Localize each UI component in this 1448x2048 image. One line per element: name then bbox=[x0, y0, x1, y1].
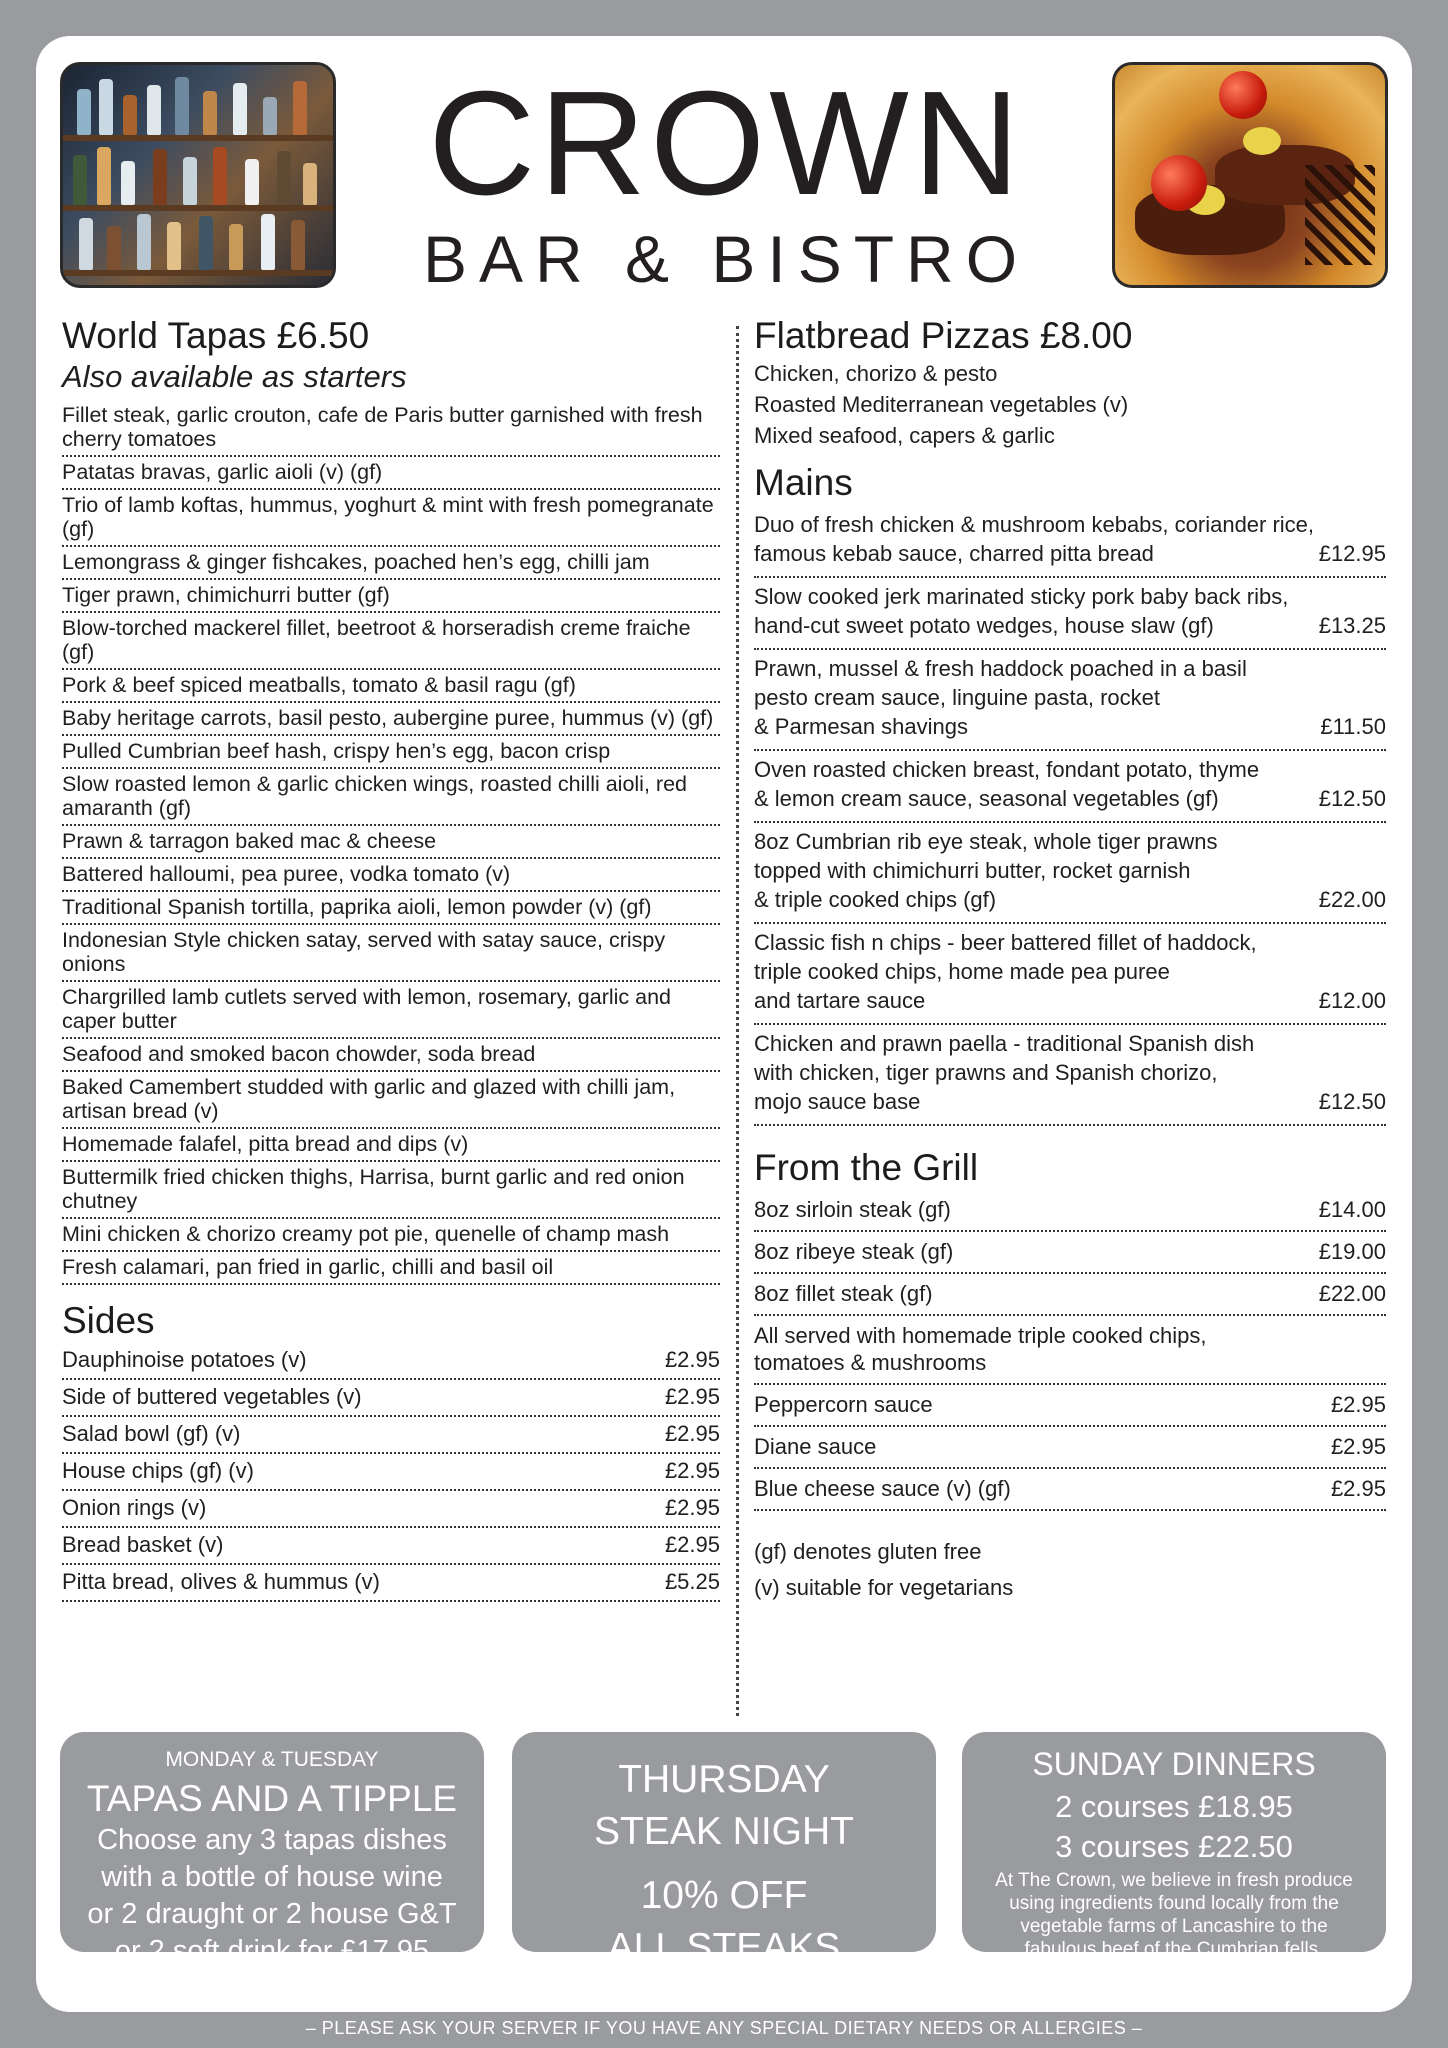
steak-price: £14.00 bbox=[1318, 1197, 1386, 1223]
main-line: triple cooked chips, home made pea puree bbox=[754, 958, 1170, 984]
side-price: £2.95 bbox=[664, 1346, 720, 1372]
steak-item bbox=[754, 1232, 1386, 1274]
steak-item bbox=[754, 1190, 1386, 1232]
sauce-name: Peppercorn sauce bbox=[754, 1392, 933, 1418]
main-line: famous kebab sauce, charred pitta bread bbox=[754, 540, 1154, 566]
sauce-item bbox=[754, 1385, 1386, 1427]
main-item bbox=[754, 650, 1386, 751]
promo-offer-line: 10% OFF bbox=[640, 1874, 808, 1917]
legend-v: (v) suitable for vegetarians bbox=[754, 1575, 1014, 1601]
tapas-item: Seafood and smoked bacon chowder, soda bread bbox=[62, 1039, 720, 1072]
steak-name: 8oz fillet steak (gf) bbox=[754, 1281, 933, 1307]
side-item bbox=[62, 1454, 720, 1491]
main-line: Duo of fresh chicken & mushroom kebabs, coriander rice, bbox=[754, 511, 1315, 537]
main-price: £12.50 bbox=[1318, 785, 1386, 811]
promo-title: TAPAS AND A TIPPLE bbox=[86, 1778, 458, 1819]
main-item bbox=[754, 578, 1386, 650]
steak-price: £22.00 bbox=[1318, 1281, 1386, 1307]
promo-line: or 2 draught or 2 house G&T bbox=[87, 1898, 457, 1930]
steak-name: 8oz sirloin steak (gf) bbox=[754, 1197, 951, 1223]
main-line: & triple cooked chips (gf) bbox=[754, 886, 997, 912]
tapas-item: Indonesian Style chicken satay, served with satay sauce, crispy onions bbox=[62, 925, 720, 982]
served-with-line: All served with homemade triple cooked chips, bbox=[754, 1323, 1207, 1349]
tapas-list bbox=[62, 400, 720, 1285]
side-price: £2.95 bbox=[664, 1383, 720, 1409]
promo-price: 2 courses £18.95 bbox=[1055, 1789, 1293, 1824]
promo-price: 3 courses £22.50 bbox=[1055, 1829, 1293, 1864]
pizza-item: Roasted Mediterranean vegetables (v) bbox=[754, 392, 1129, 418]
mains-title: Mains bbox=[754, 462, 853, 504]
tapas-item: Traditional Spanish tortilla, paprika aioli, lemon powder (v) (gf) bbox=[62, 892, 720, 925]
promo-kicker: MONDAY & TUESDAY bbox=[165, 1748, 379, 1771]
promo-steak-night bbox=[512, 1732, 936, 1969]
sauce-price: £2.95 bbox=[1330, 1434, 1386, 1460]
main-line: Prawn, mussel & fresh haddock poached in a basil bbox=[754, 655, 1247, 681]
side-name: Bread basket (v) bbox=[62, 1531, 224, 1557]
side-name: Side of buttered vegetables (v) bbox=[62, 1383, 362, 1409]
side-name: Salad bowl (gf) (v) bbox=[62, 1420, 241, 1446]
bar-shelves-photo bbox=[60, 62, 336, 288]
side-item bbox=[62, 1491, 720, 1528]
tapas-item: Chargrilled lamb cutlets served with lemon, rosemary, garlic and caper butter bbox=[62, 982, 720, 1039]
tapas-item: Battered halloumi, pea puree, vodka tomato (v) bbox=[62, 859, 720, 892]
grill-list bbox=[754, 1190, 1386, 1511]
main-line: Classic fish n chips - beer battered fillet of haddock, bbox=[754, 929, 1257, 955]
tapas-item: Slow roasted lemon & garlic chicken wings, roasted chilli aioli, red amaranth (gf) bbox=[62, 769, 720, 826]
steak-price: £19.00 bbox=[1318, 1239, 1386, 1265]
tapas-item: Lemongrass & ginger fishcakes, poached hen’s egg, chilli jam bbox=[62, 547, 720, 580]
main-line: hand-cut sweet potato wedges, house slaw (gf) bbox=[754, 612, 1214, 638]
served-with-line: tomatoes & mushrooms bbox=[754, 1350, 987, 1376]
logo-main: CROWN bbox=[428, 61, 1024, 226]
menu-card bbox=[36, 36, 1412, 2012]
main-line: with chicken, tiger prawns and Spanish chorizo, bbox=[754, 1059, 1218, 1085]
main-price: £13.25 bbox=[1318, 612, 1386, 638]
tapas-item: Trio of lamb koftas, hummus, yoghurt & mint with fresh pomegranate (gf) bbox=[62, 490, 720, 547]
grill-title: From the Grill bbox=[754, 1146, 979, 1188]
served-with-note bbox=[754, 1316, 1386, 1385]
column-divider bbox=[736, 326, 739, 1716]
logo bbox=[406, 61, 1046, 296]
sauce-name: Diane sauce bbox=[754, 1434, 877, 1460]
main-line: Oven roasted chicken breast, fondant potato, thyme bbox=[754, 756, 1260, 782]
main-price: £11.50 bbox=[1320, 713, 1386, 739]
side-item bbox=[62, 1528, 720, 1565]
steak-name: 8oz ribeye steak (gf) bbox=[754, 1239, 954, 1265]
sides-title: Sides bbox=[62, 1299, 155, 1341]
tapas-subtitle: Also available as starters bbox=[62, 359, 407, 395]
main-item bbox=[754, 1025, 1386, 1126]
side-price: £2.95 bbox=[664, 1531, 720, 1557]
tapas-item: Pork & beef spiced meatballs, tomato & basil ragu (gf) bbox=[62, 670, 720, 703]
tapas-item: Pulled Cumbrian beef hash, crispy hen’s egg, bacon crisp bbox=[62, 736, 720, 769]
side-name: Onion rings (v) bbox=[62, 1494, 207, 1520]
promo-blurb-line: using ingredients found locally from the bbox=[1009, 1893, 1339, 1914]
side-name: Pitta bread, olives & hummus (v) bbox=[62, 1568, 380, 1594]
tapas-item: Baby heritage carrots, basil pesto, aubergine puree, hummus (v) (gf) bbox=[62, 703, 720, 736]
sauce-price: £2.95 bbox=[1330, 1392, 1386, 1418]
main-line: & Parmesan shavings bbox=[754, 713, 968, 739]
dietary-legend bbox=[754, 1537, 1386, 1603]
main-price: £22.00 bbox=[1318, 886, 1386, 912]
sauce-item bbox=[754, 1427, 1386, 1469]
side-name: Dauphinoise potatoes (v) bbox=[62, 1346, 307, 1372]
tapas-item: Fillet steak, garlic crouton, cafe de Paris butter garnished with fresh cherry tomatoes bbox=[62, 400, 720, 457]
tapas-item: Buttermilk fried chicken thighs, Harrisa, burnt garlic and red onion chutney bbox=[62, 1162, 720, 1219]
tapas-item: Patatas bravas, garlic aioli (v) (gf) bbox=[62, 457, 720, 490]
tapas-item: Baked Camembert studded with garlic and glazed with chilli jam, artisan bread (v) bbox=[62, 1072, 720, 1129]
promo-line: or 2 soft drink for £17.95 bbox=[114, 1935, 430, 1967]
allergy-footer: – PLEASE ASK YOUR SERVER IF YOU HAVE ANY SPECIAL DIETARY NEEDS OR ALLERGIES – bbox=[305, 2018, 1143, 2038]
promo-title-line: STEAK NIGHT bbox=[593, 1810, 855, 1853]
legend-gf: (gf) denotes gluten free bbox=[754, 1539, 982, 1565]
main-item bbox=[754, 823, 1386, 924]
promo-blurb-line: fabulous beef of the Cumbrian fells. bbox=[1024, 1939, 1324, 1960]
promo-tapas-tipple bbox=[60, 1732, 484, 1967]
side-name: House chips (gf) (v) bbox=[62, 1457, 254, 1483]
promo-blurb-line: At The Crown, we believe in fresh produce bbox=[995, 1870, 1353, 1891]
promo-blurb-line: vegetable farms of Lancashire to the bbox=[1020, 1916, 1328, 1937]
side-price: £5.25 bbox=[664, 1568, 720, 1594]
logo-sub: BAR & BISTRO bbox=[422, 222, 1030, 296]
pizzas-title: Flatbread Pizzas £8.00 bbox=[754, 315, 1133, 356]
main-line: Slow cooked jerk marinated sticky pork baby back ribs, bbox=[754, 583, 1289, 609]
tapas-item: Fresh calamari, pan fried in garlic, chilli and basil oil bbox=[62, 1252, 720, 1285]
promo-sunday-dinners bbox=[962, 1732, 1386, 1960]
side-item bbox=[62, 1380, 720, 1417]
main-line: topped with chimichurri butter, rocket garnish bbox=[754, 857, 1191, 883]
side-item bbox=[62, 1417, 720, 1454]
sauce-name: Blue cheese sauce (v) (gf) bbox=[754, 1476, 1011, 1502]
main-item bbox=[754, 924, 1386, 1025]
mains-list bbox=[754, 506, 1386, 1126]
side-item bbox=[62, 1343, 720, 1380]
promo-offer-line: ALL STEAKS bbox=[607, 1926, 841, 1969]
pizza-item: Mixed seafood, capers & garlic bbox=[754, 423, 1055, 449]
pizza-item: Chicken, chorizo & pesto bbox=[754, 361, 998, 387]
steak-item bbox=[754, 1274, 1386, 1316]
main-line: and tartare sauce bbox=[754, 987, 926, 1013]
tapas-item: Tiger prawn, chimichurri butter (gf) bbox=[62, 580, 720, 613]
promo-title: SUNDAY DINNERS bbox=[1032, 1746, 1316, 1782]
main-price: £12.50 bbox=[1318, 1088, 1386, 1114]
main-price: £12.00 bbox=[1318, 987, 1386, 1013]
side-price: £2.95 bbox=[664, 1420, 720, 1446]
pizza-list bbox=[754, 358, 1386, 451]
main-item bbox=[754, 751, 1386, 823]
promo-line: with a bottle of house wine bbox=[101, 1861, 443, 1893]
left-column bbox=[62, 314, 720, 1602]
sauce-price: £2.95 bbox=[1330, 1476, 1386, 1502]
main-line: pesto cream sauce, linguine pasta, rocket bbox=[754, 684, 1161, 710]
main-price: £12.95 bbox=[1318, 540, 1386, 566]
tapas-item: Prawn & tarragon baked mac & cheese bbox=[62, 826, 720, 859]
tapas-title: World Tapas £6.50 bbox=[62, 315, 370, 356]
tapas-item: Blow-torched mackerel fillet, beetroot & horseradish creme fraiche (gf) bbox=[62, 613, 720, 670]
sauce-item bbox=[754, 1469, 1386, 1511]
main-item bbox=[754, 506, 1386, 578]
sides-list bbox=[62, 1343, 720, 1602]
tapas-item: Homemade falafel, pitta bread and dips (v) bbox=[62, 1129, 720, 1162]
promo-line: Choose any 3 tapas dishes bbox=[97, 1824, 447, 1856]
side-item bbox=[62, 1565, 720, 1602]
steak-tapas-photo bbox=[1112, 62, 1388, 288]
promo-title-line: THURSDAY bbox=[618, 1758, 830, 1801]
right-column bbox=[754, 314, 1386, 1603]
main-line: Chicken and prawn paella - traditional Spanish dish bbox=[754, 1030, 1255, 1056]
main-line: & lemon cream sauce, seasonal vegetables (gf) bbox=[754, 785, 1219, 811]
main-line: mojo sauce base bbox=[754, 1088, 921, 1114]
side-price: £2.95 bbox=[664, 1494, 720, 1520]
main-line: 8oz Cumbrian rib eye steak, whole tiger prawns bbox=[754, 828, 1218, 854]
side-price: £2.95 bbox=[664, 1457, 720, 1483]
tapas-item: Mini chicken & chorizo creamy pot pie, quenelle of champ mash bbox=[62, 1219, 720, 1252]
